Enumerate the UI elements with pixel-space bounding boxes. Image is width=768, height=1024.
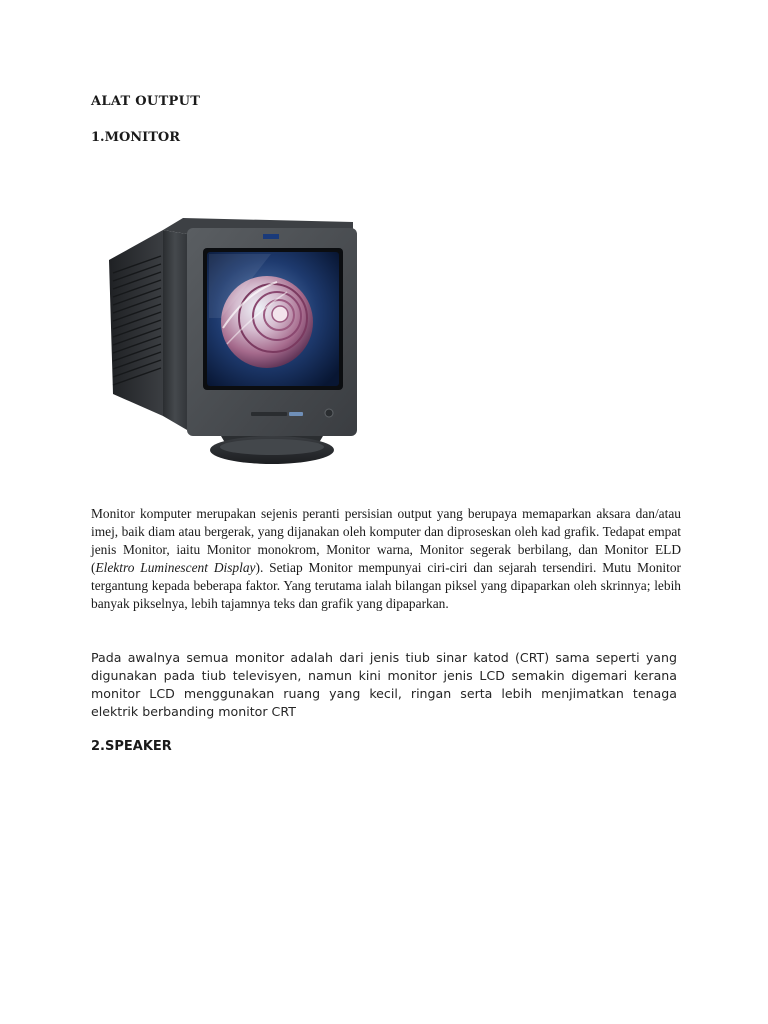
section-heading-monitor: 1.MONITOR xyxy=(91,130,181,145)
paragraph-text-italic: Elektro Luminescent Display xyxy=(95,559,256,575)
paragraph-text-part2: ). Setiap Monitor mempunyai ciri-ciri dan sejarah tersendiri. Mutu Monitor tergantung kepada beberapa faktor. Yang terutama ialah bilangan piksel yang dipaparkan oleh skrinnya; lebih banyak pikselnya, lebih tajamnya teks dan grafik yang dipaparkan. xyxy=(91,559,681,611)
section-heading-speaker: 2.SPEAKER xyxy=(91,739,172,754)
monitor-description-paragraph xyxy=(91,505,681,612)
paragraph-text-part1: Monitor komputer merupakan sejenis peranti persisian output yang berupaya memaparkan aksara dan/atau imej, baik diam atau bergerak, yang dijanakan oleh komputer dan diproseskan oleh kad grafik. Tedapat empat jenis Monitor, iaitu Monitor monokrom, Monitor warna, Monitor segerak berbilang, dan Monitor ELD ( xyxy=(91,506,681,575)
crt-lcd-paragraph: Pada awalnya semua monitor adalah dari jenis tiub sinar katod (CRT) sama seperti yang digunakan pada tiub televisyen, namun kini monitor jenis LCD semakin digemari kerana monitor LCD menggunakan ruang yang kecil, ringan serta lebih menjimatkan tenaga elektrik berbanding monitor CRT xyxy=(91,650,677,719)
page-title: ALAT OUTPUT xyxy=(91,94,201,109)
crt-monitor-image xyxy=(91,198,391,486)
